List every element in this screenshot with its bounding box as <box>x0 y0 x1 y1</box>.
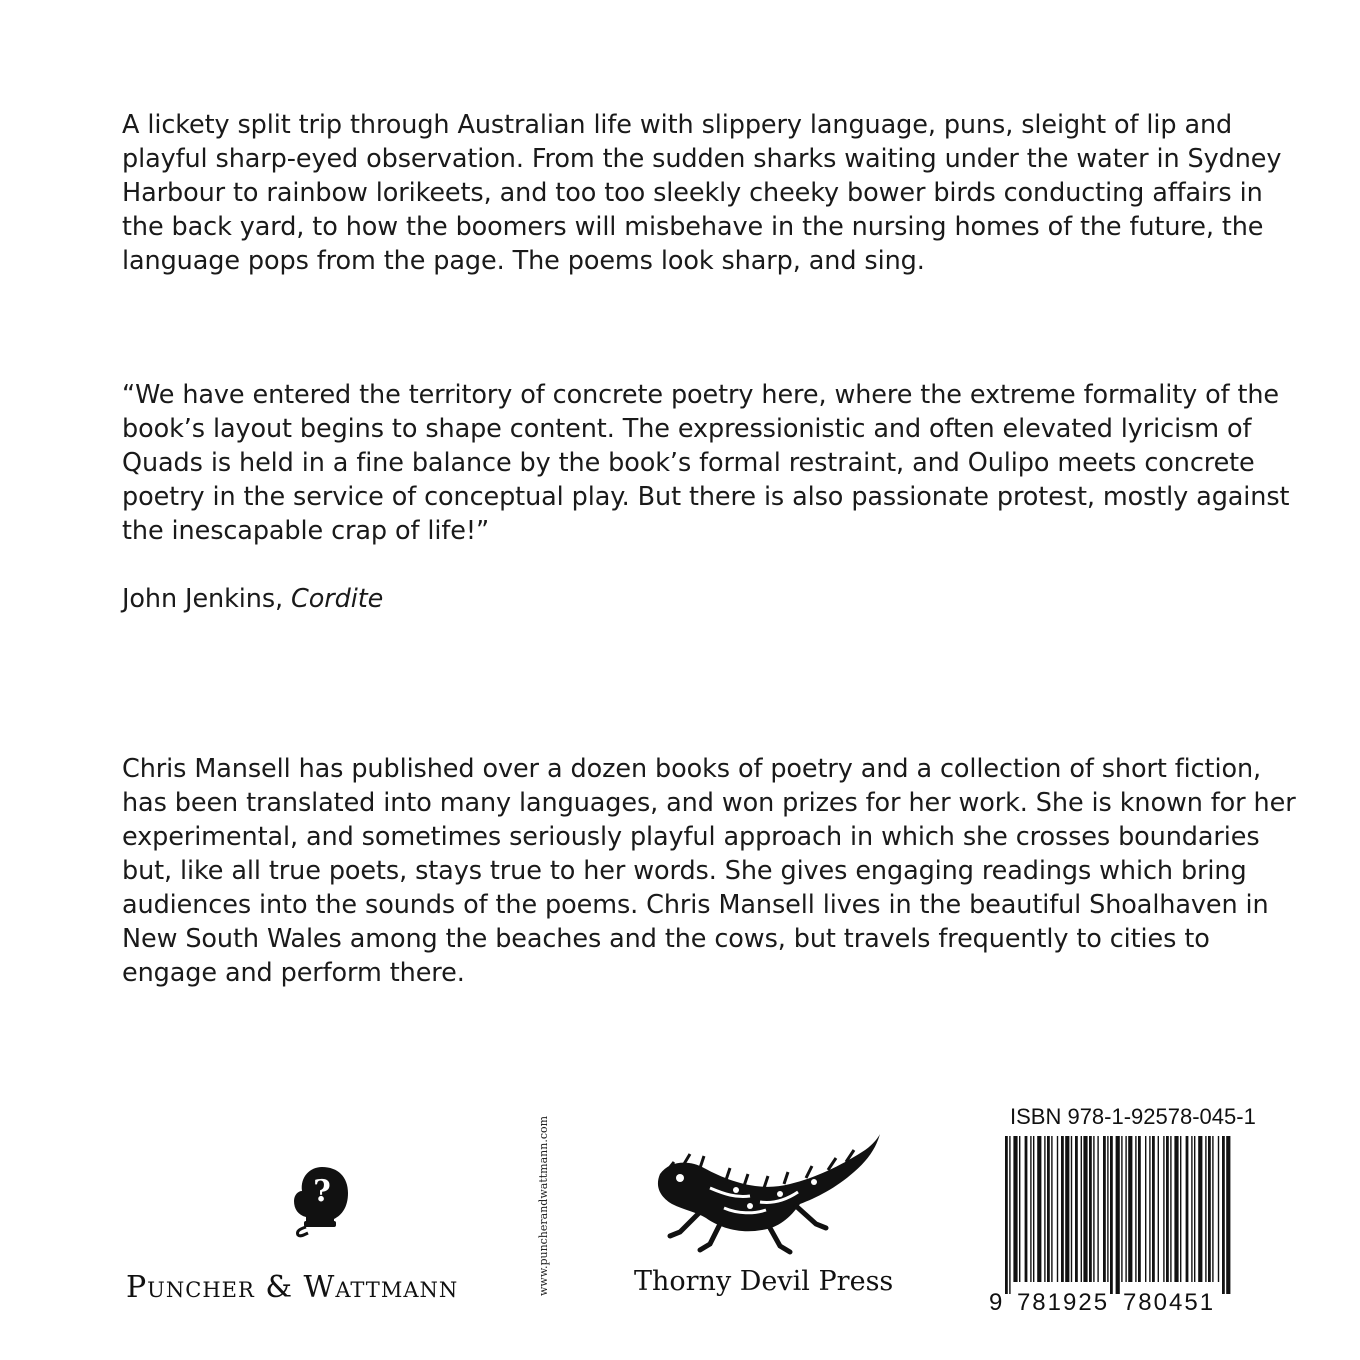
barcode-group-right: 780451 <box>1122 1289 1216 1316</box>
barcode-bar <box>1057 1136 1058 1282</box>
barcode-bar <box>1186 1136 1189 1282</box>
barcode-bar <box>1158 1136 1159 1282</box>
barcode-bar <box>1226 1136 1230 1294</box>
barcode-bar <box>1218 1136 1219 1282</box>
barcode-bar <box>1037 1136 1041 1282</box>
barcode-bar <box>1149 1136 1150 1282</box>
barcode-bar <box>1081 1136 1082 1282</box>
barcode-bar <box>1047 1136 1050 1282</box>
author-bio: Chris Mansell has published over a dozen books of poetry and a collection of short fiction, has been translated into many languages, and won prizes for her work. She is known for her experimental, and sometimes seriously playful approach in which she crosses boundaries but, like all true poets, stays true to her words. She gives engaging readings which bring audiences into the sounds of the poems. Chris Mansell lives in the beautiful Shoalhaven in New South Wales among the beaches and the cows, but travels frequently to cities to engage and perform there. <box>122 754 1296 988</box>
barcode-bar <box>1075 1136 1078 1282</box>
barcode-bar <box>1044 1136 1045 1282</box>
barcode-bar <box>1138 1136 1141 1282</box>
barcode-bar <box>1198 1136 1202 1282</box>
barcode-bar <box>1174 1136 1178 1282</box>
barcode-bar <box>1071 1136 1072 1282</box>
barcode-bar <box>1083 1136 1087 1282</box>
barcode-bar <box>1166 1136 1169 1282</box>
barcode-bar <box>1093 1136 1094 1282</box>
boxing-glove-question-mark-icon <box>286 1163 358 1239</box>
barcode-bar <box>1145 1136 1146 1282</box>
barcode-bar <box>1135 1136 1136 1282</box>
barcode-bar <box>1212 1136 1213 1282</box>
thorny-devil-press-name: Thorny Devil Press <box>634 1266 894 1297</box>
barcode-bar <box>1107 1136 1108 1282</box>
quote-attribution <box>122 582 1297 616</box>
barcode-group-left: 781925 <box>1016 1289 1110 1316</box>
svg-text:?: ? <box>313 1174 331 1209</box>
barcode-bar <box>1089 1136 1092 1282</box>
barcode-bar <box>1065 1136 1069 1282</box>
puncher-wattmann-url[interactable]: www.puncherandwattmann.com <box>537 1115 550 1297</box>
barcode-bar <box>1019 1136 1020 1282</box>
thorny-devil-lizard-icon <box>640 1132 890 1262</box>
barcode-bars <box>1005 1136 1230 1294</box>
barcode-bar <box>1005 1136 1008 1294</box>
barcode-bar <box>1180 1136 1181 1282</box>
barcode-bar <box>1191 1136 1192 1282</box>
attribution-author: John Jenkins, <box>122 584 292 614</box>
isbn-label: ISBN 978-1-92578-045-1 <box>1010 1104 1256 1129</box>
barcode-bar <box>1097 1136 1098 1282</box>
isbn-barcode <box>985 1136 1245 1316</box>
barcode-bar <box>1163 1136 1164 1282</box>
attribution-publication: Cordite <box>291 584 384 614</box>
barcode-bar <box>1128 1136 1132 1282</box>
barcode-bar <box>1208 1136 1211 1282</box>
book-blurb: A lickety split trip through Australian life with slippery language, puns, sleight of lip and playful sharp-eyed observation. From the sudden sharks waiting under the water in Sydney Harbour to rainbow lorikeets, and too too sleekly cheeky bower birds conducting affairs in the back yard, to how the boomers will misbehave in the nursing homes of the future, the language pops from the page. The poems look sharp, and sing. <box>122 110 1282 276</box>
barcode-bar <box>1103 1136 1106 1282</box>
barcode-bar <box>1025 1136 1028 1282</box>
barcode-bar <box>1051 1136 1052 1282</box>
barcode-bar <box>1013 1136 1017 1282</box>
barcode-bar <box>1033 1136 1034 1282</box>
barcode-bar <box>1125 1136 1126 1282</box>
barcode-bar <box>1009 1136 1010 1294</box>
puncher-wattmann-name: Puncher & Wattmann <box>126 1270 459 1305</box>
barcode-bar <box>1110 1136 1113 1294</box>
barcode-bar <box>1116 1136 1120 1294</box>
barcode-digit-first: 9 <box>989 1289 1003 1316</box>
barcode-bar <box>1222 1136 1225 1294</box>
barcode-bar <box>1194 1136 1195 1282</box>
barcode-bar <box>1152 1136 1155 1282</box>
barcode-bar <box>1061 1136 1064 1282</box>
barcode-bar <box>1170 1136 1171 1282</box>
barcode-bar <box>1121 1136 1122 1282</box>
barcode-bar <box>1030 1136 1031 1282</box>
barcode-bar <box>1205 1136 1206 1282</box>
review-quote: “We have entered the territory of concrete poetry here, where the extreme formality of the book’s layout begins to shape content. The expressionistic and often elevated lyricism of Quads is held in a fine balance by the book’s formal restraint, and Oulipo meets concrete poetry in the service of conceptual play. But there is also passionate protest, mostly against the inescapable crap of life!” <box>122 380 1290 546</box>
